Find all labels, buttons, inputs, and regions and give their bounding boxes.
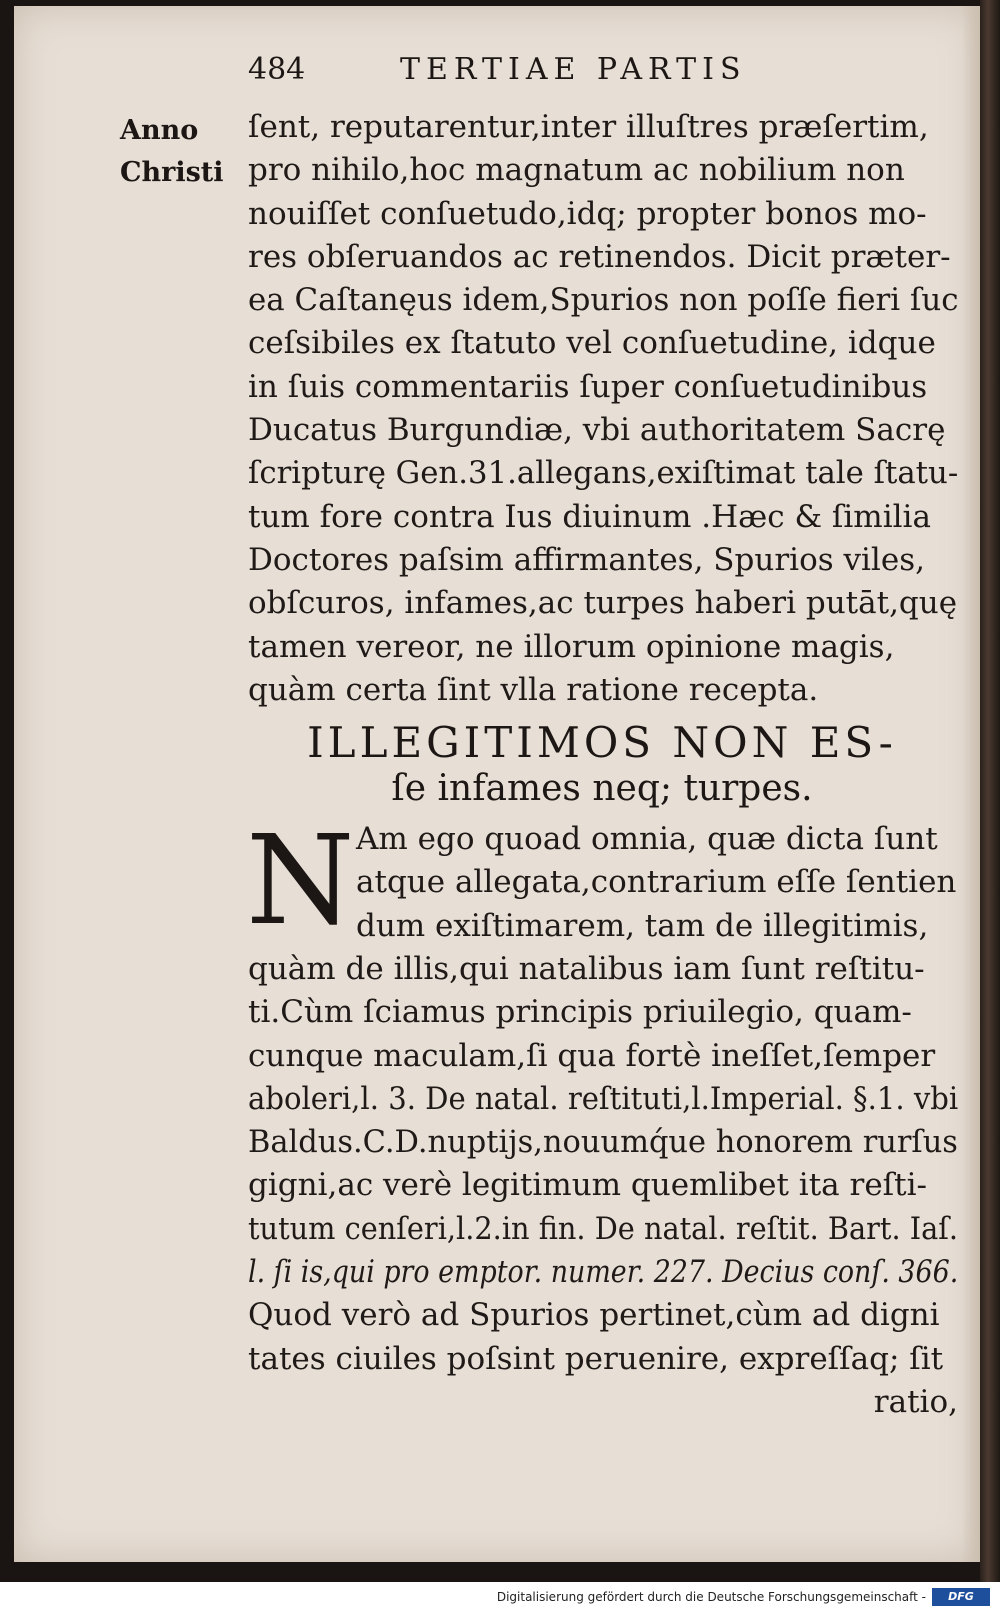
text-line: pro nihilo,hoc magnatum ac nobilium non [248,152,905,189]
text-line: obſcuros, infames,ac turpes haberi putāt,quę [248,585,958,622]
text-line: ceſsibiles ex ſtatuto vel conſuetudine, idque [248,325,936,362]
text-line: tum fore contra Ius diuinum .Hæc & ſimilia [248,498,931,535]
page-edge [980,0,1000,1582]
text-line: Baldus.C.D.nuptijs,nouumq́ue honorem rurſus [248,1124,958,1161]
dfg-logo: DFG [932,1588,990,1606]
margin-note-line: Christi [120,157,224,188]
text-line: nouiſſet conſuetudo,idq; propter bonos mo- [248,195,927,232]
section-heading-continued: ſe infames neq; turpes. [391,768,813,809]
text-line: ea Caſtanęus idem,Spurios non poſſe fieri ſuc [248,282,959,319]
text-line: quàm de illis,qui natalibus iam ſunt reſtitu- [248,951,925,987]
text-line: Doctores paſsim affirmantes, Spurios viles, [248,541,925,578]
text-line: Ducatus Burgundiæ, vbi authoritatem Sacrę [248,412,946,449]
page-gutter-shadow [962,6,980,1562]
section-heading: ILLEGITIMOS NON ES- [307,718,897,767]
paragraph-1 [248,106,958,712]
text-line: ti.Cùm ſciamus principis priuilegio, quam- [248,994,912,1031]
text-line: gigni,ac verè legitimum quemlibet ita reſti- [248,1167,927,1204]
margin-note-line: Anno [120,115,199,146]
text-line: tates ciuiles poſsint peruenire, expreſſaq; ſit [248,1340,944,1377]
text-line: tamen vereor, ne illorum opinione magis, [248,628,895,665]
catchword: ratio, [873,1383,958,1420]
page-number: 484 [248,52,306,87]
text-line: cunque maculam,ſi qua fortè ineſſet,ſemper [248,1037,936,1074]
text-line: ſcripturę Gen.31.allegans,exiſtimat tale ſtatu- [248,455,959,492]
text-line: l. ſi is,qui pro emptor. numer. 227. Decius conſ. 366. [248,1254,959,1291]
text-line: tutum cenſeri,l.2.in fin. De natal. reſtit. Bart. Iaſ. [248,1210,959,1247]
text-line: dum exiſtimarem, tam de illegitimis, [356,907,929,944]
margin-note [120,110,230,194]
text-line: quàm certa ſint vlla ratione recepta. [248,671,819,708]
funding-credit: Digitalisierung gefördert durch die Deutsche Forschungsgemeinschaft - [496,1590,926,1604]
text-line: res obſeruandos ac retinendos. Dicit præter- [248,238,951,275]
drop-cap: N [246,809,355,953]
text-line: Quod verò ad Spurios pertinet,cùm ad digni [248,1297,940,1334]
text-line: ſent, reputarentur,inter illuſtres præſertim, [248,109,929,145]
text-line: in ſuis commentariis ſuper conſuetudinibus [248,368,928,405]
text-line: Am ego quoad omnia, quæ dicta ſunt [356,821,938,857]
running-title: TERTIAE PARTIS [400,52,747,87]
paragraph-2 [248,948,958,1424]
text-line: atque allegata,contrarium eſſe ſentien [356,864,957,901]
paragraph-2-lead [356,818,956,948]
running-header [248,52,808,92]
footer-bar [0,1582,1000,1615]
text-line: aboleri,l. 3. De natal. reſtituti,l.Imperial. §.1. vbi [248,1080,959,1117]
